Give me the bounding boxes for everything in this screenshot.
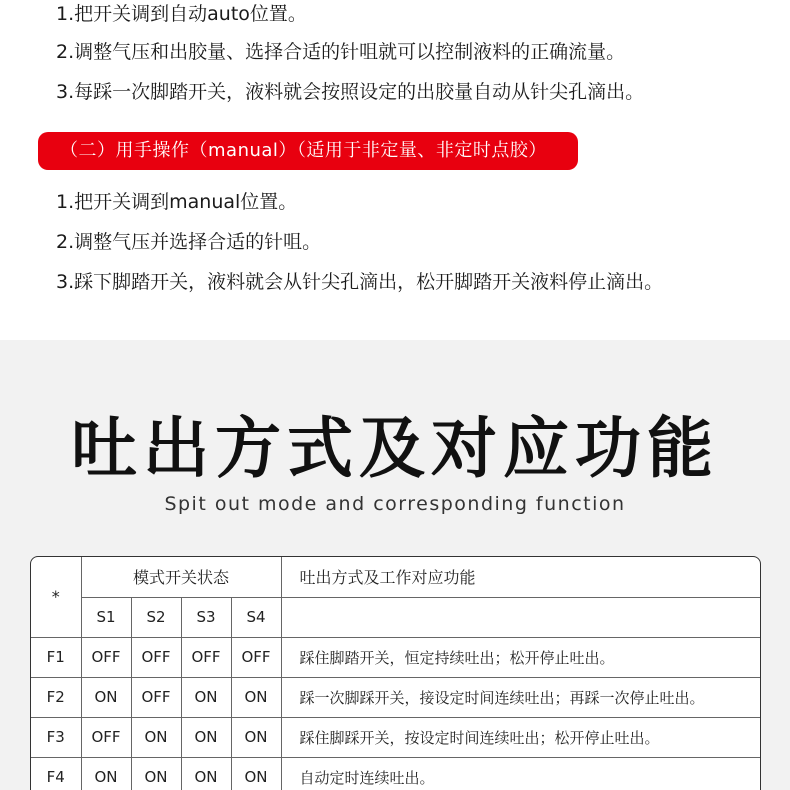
- mode-function-section: [0, 340, 790, 790]
- s3-cell: ON: [181, 757, 231, 790]
- manual-step-3: 3.踩下脚踏开关，液料就会从针尖孔滴出，松开脚踏开关液料停止滴出。: [56, 271, 664, 293]
- auto-step-1: 1.把开关调到自动auto位置。: [56, 3, 307, 25]
- auto-step-2: 2.调整气压和出胶量、选择合适的针咀就可以控制液料的正确流量。: [56, 41, 626, 63]
- s2-cell: OFF: [131, 637, 181, 677]
- mode-cell: F3: [31, 717, 81, 757]
- table-row: [31, 717, 761, 757]
- s4-cell: ON: [231, 717, 281, 757]
- s3-cell: OFF: [181, 637, 231, 677]
- s1-cell: ON: [81, 677, 131, 717]
- function-cell: 踩一次脚踩开关，接设定时间连续吐出；再踩一次停止吐出。: [281, 677, 761, 717]
- switch-state-header: 模式开关状态: [81, 557, 281, 597]
- function-cell: 自动定时连续吐出。: [281, 757, 761, 790]
- manual-operation-badge: （二）用手操作（manual）（适用于非定量、非定时点胶）: [38, 132, 578, 170]
- s4-cell: OFF: [231, 637, 281, 677]
- table-row: [31, 677, 761, 717]
- table-subheader-row: [31, 597, 761, 637]
- table-corner-cell: *: [31, 557, 81, 637]
- mode-cell: F2: [31, 677, 81, 717]
- s3-cell: ON: [181, 717, 231, 757]
- mode-cell: F4: [31, 757, 81, 790]
- s2-cell: ON: [131, 717, 181, 757]
- table-row: [31, 637, 761, 677]
- s1-cell: OFF: [81, 717, 131, 757]
- function-cell: 踩住脚踩开关，按设定时间连续吐出；松开停止吐出。: [281, 717, 761, 757]
- table-header-row: [31, 557, 761, 597]
- function-header: 吐出方式及工作对应功能: [281, 557, 761, 597]
- section-title: 吐出方式及对应功能: [71, 410, 719, 487]
- switch-col-s2: S2: [131, 597, 181, 637]
- manual-step-2: 2.调整气压并选择合适的针咀。: [56, 231, 322, 253]
- switch-col-s4: S4: [231, 597, 281, 637]
- function-cell: 踩住脚踏开关，恒定持续吐出；松开停止吐出。: [281, 637, 761, 677]
- s1-cell: OFF: [81, 637, 131, 677]
- manual-step-1: 1.把开关调到manual位置。: [56, 191, 298, 213]
- s3-cell: ON: [181, 677, 231, 717]
- section-subtitle: Spit out mode and corresponding function: [164, 493, 626, 515]
- s4-cell: ON: [231, 677, 281, 717]
- s2-cell: OFF: [131, 677, 181, 717]
- s4-cell: ON: [231, 757, 281, 790]
- instructions-section: [0, 0, 790, 340]
- mode-cell: F1: [31, 637, 81, 677]
- s2-cell: ON: [131, 757, 181, 790]
- switch-col-s3: S3: [181, 597, 231, 637]
- function-subheader-empty: [281, 597, 761, 637]
- s1-cell: ON: [81, 757, 131, 790]
- switch-col-s1: S1: [81, 597, 131, 637]
- table-row: [31, 757, 761, 790]
- mode-table: [30, 556, 761, 790]
- auto-step-3: 3.每踩一次脚踏开关，液料就会按照设定的出胶量自动从针尖孔滴出。: [56, 81, 645, 103]
